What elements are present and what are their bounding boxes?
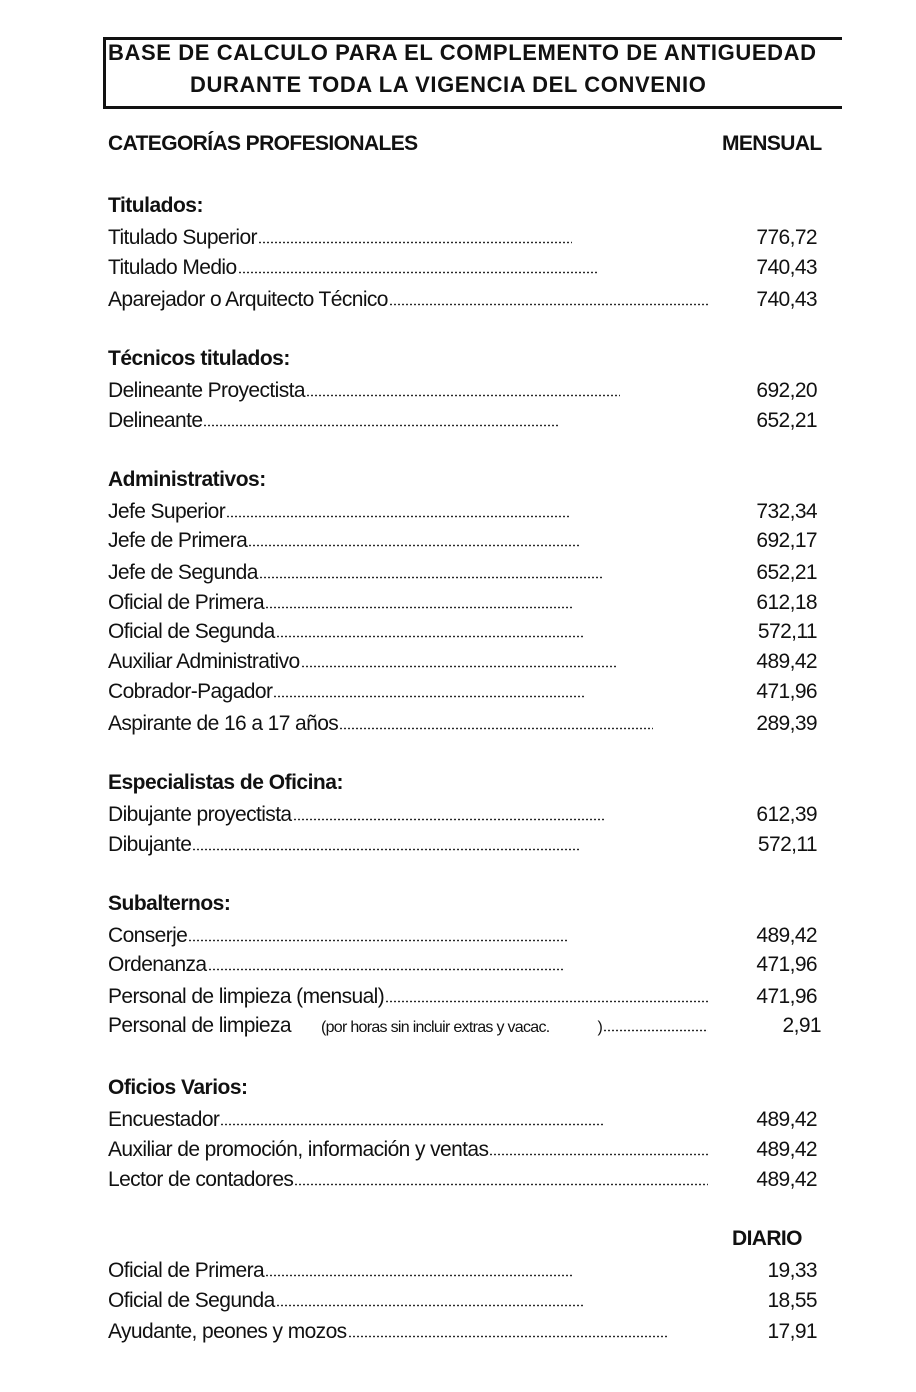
table-row — [0, 1108, 916, 1136]
dot-leader — [301, 665, 616, 668]
monthly-value: 471,96 — [756, 985, 817, 1008]
dot-leader — [273, 695, 584, 698]
daily-value: 18,55 — [767, 1289, 817, 1312]
dot-leader — [306, 394, 620, 397]
monthly-value: 489,42 — [756, 650, 817, 673]
dot-leader — [389, 303, 708, 306]
table-row — [0, 680, 916, 708]
table-row — [0, 409, 916, 437]
dot-leader — [238, 271, 599, 274]
category-label: Oficial de Primera — [108, 591, 265, 614]
section-title-titulados: Titulados: — [108, 194, 203, 217]
dot-leader — [276, 1304, 584, 1307]
dot-leader — [385, 1000, 708, 1003]
category-label: Oficial de Segunda — [108, 1289, 275, 1312]
table-row — [0, 256, 916, 284]
monthly-value: 471,96 — [756, 680, 817, 703]
categories-header: CATEGORÍAS PROFESIONALES — [108, 132, 418, 155]
document-title-line-1: BASE DE CALCULO PARA EL COMPLEMENTO DE ANTIGUEDAD — [108, 40, 817, 65]
section-title-tecnicos-titulados: Técnicos titulados: — [108, 347, 290, 370]
monthly-value: 289,39 — [756, 712, 817, 735]
section-title-administrativos: Administrativos: — [108, 468, 266, 491]
dot-leader — [339, 727, 653, 730]
table-row — [0, 712, 916, 740]
section-title-especialistas-de-oficina: Especialistas de Oficina: — [108, 771, 343, 794]
category-label: Jefe Superior — [108, 500, 226, 523]
monthly-value: 776,72 — [756, 226, 817, 249]
category-label: Personal de limpieza — [108, 1014, 291, 1037]
table-row — [0, 953, 916, 981]
dot-leader — [293, 818, 606, 821]
monthly-value: 489,42 — [756, 924, 817, 947]
dot-leader — [348, 1335, 668, 1338]
table-row — [0, 226, 916, 254]
category-label: Delineante Proyectista — [108, 379, 305, 402]
monthly-value: 612,18 — [756, 591, 817, 614]
table-row — [0, 803, 916, 831]
table-row — [0, 529, 916, 557]
monthly-value: 692,17 — [756, 529, 817, 552]
monthly-value: 692,20 — [756, 379, 817, 402]
table-row — [0, 1320, 916, 1348]
monthly-value: 652,21 — [756, 409, 817, 432]
dot-leader — [192, 848, 581, 851]
document-title-line-2: DURANTE TODA LA VIGENCIA DEL CONVENIO — [190, 72, 707, 97]
monthly-value: 740,43 — [756, 288, 817, 311]
table-row — [0, 591, 916, 619]
category-label: Dibujante — [108, 833, 192, 856]
category-label: Ordenanza — [108, 953, 207, 976]
table-row — [0, 1168, 916, 1196]
table-row — [0, 1138, 916, 1166]
monthly-value: 489,42 — [756, 1108, 817, 1131]
dot-leader — [259, 576, 604, 579]
monthly-value: 572,11 — [757, 620, 817, 643]
monthly-value: 732,34 — [756, 500, 817, 523]
category-label: Auxiliar de promoción, información y ventas — [108, 1138, 489, 1161]
category-label: Jefe de Primera — [108, 529, 248, 552]
dot-leader — [203, 424, 560, 427]
dot-leader — [208, 968, 564, 971]
category-label: Personal de limpieza (mensual) — [108, 985, 385, 1008]
monthly-value: 471,96 — [756, 953, 817, 976]
section-title-oficios-varios: Oficios Varios: — [108, 1076, 248, 1099]
category-label: Cobrador-Pagador — [108, 680, 273, 703]
table-row — [0, 985, 916, 1013]
category-label: Oficial de Segunda — [108, 620, 275, 643]
section-title-subalternos: Subalternos: — [108, 892, 231, 915]
table-row — [0, 924, 916, 952]
table-row — [0, 833, 916, 861]
dot-leader — [603, 1029, 708, 1032]
monthly-value: 489,42 — [756, 1138, 817, 1161]
table-row — [0, 1259, 916, 1287]
dot-leader — [489, 1153, 708, 1156]
dot-leader — [188, 939, 569, 942]
daily-value: 19,33 — [767, 1259, 817, 1282]
monthly-value: 652,21 — [756, 561, 817, 584]
monthly-value: 572,11 — [757, 833, 817, 856]
dot-leader — [276, 635, 584, 638]
table-row — [0, 288, 916, 316]
dot-leader — [265, 606, 574, 609]
category-label: Encuestador — [108, 1108, 220, 1131]
category-label: Ayudante, peones y mozos — [108, 1320, 347, 1343]
table-row — [0, 1014, 916, 1042]
category-label: Titulado Medio — [108, 256, 237, 279]
category-label: Auxiliar Administrativo — [108, 650, 300, 673]
category-label: Jefe de Segunda — [108, 561, 258, 584]
category-note-close: ) — [597, 1019, 603, 1036]
table-row — [0, 620, 916, 648]
table-row — [0, 500, 916, 528]
category-label: Dibujante proyectista — [108, 803, 292, 826]
category-label: Delineante — [108, 409, 203, 432]
category-label: Aparejador o Arquitecto Técnico — [108, 288, 388, 311]
dot-leader — [258, 241, 572, 244]
table-row — [0, 650, 916, 678]
category-label: Titulado Superior — [108, 226, 257, 249]
monthly-header: MENSUAL — [722, 132, 822, 155]
table-row — [0, 561, 916, 589]
category-label: Conserje — [108, 924, 188, 947]
dot-leader — [226, 515, 569, 518]
category-label: Oficial de Primera — [108, 1259, 265, 1282]
category-note: (por horas sin incluir extras y vacac. — [320, 1019, 550, 1036]
monthly-value: 612,39 — [756, 803, 817, 826]
monthly-value: 489,42 — [756, 1168, 817, 1191]
category-label: Lector de contadores — [108, 1168, 294, 1191]
table-row — [0, 1289, 916, 1317]
monthly-value: 740,43 — [756, 256, 817, 279]
hourly-value: 2,91 — [782, 1014, 821, 1037]
dot-leader — [248, 544, 579, 547]
daily-header: DIARIO — [732, 1227, 802, 1250]
dot-leader — [265, 1274, 574, 1277]
dot-leader — [294, 1183, 708, 1186]
category-label: Aspirante de 16 a 17 años — [108, 712, 339, 735]
table-row — [0, 379, 916, 407]
daily-value: 17,91 — [767, 1320, 817, 1343]
dot-leader — [220, 1123, 604, 1126]
